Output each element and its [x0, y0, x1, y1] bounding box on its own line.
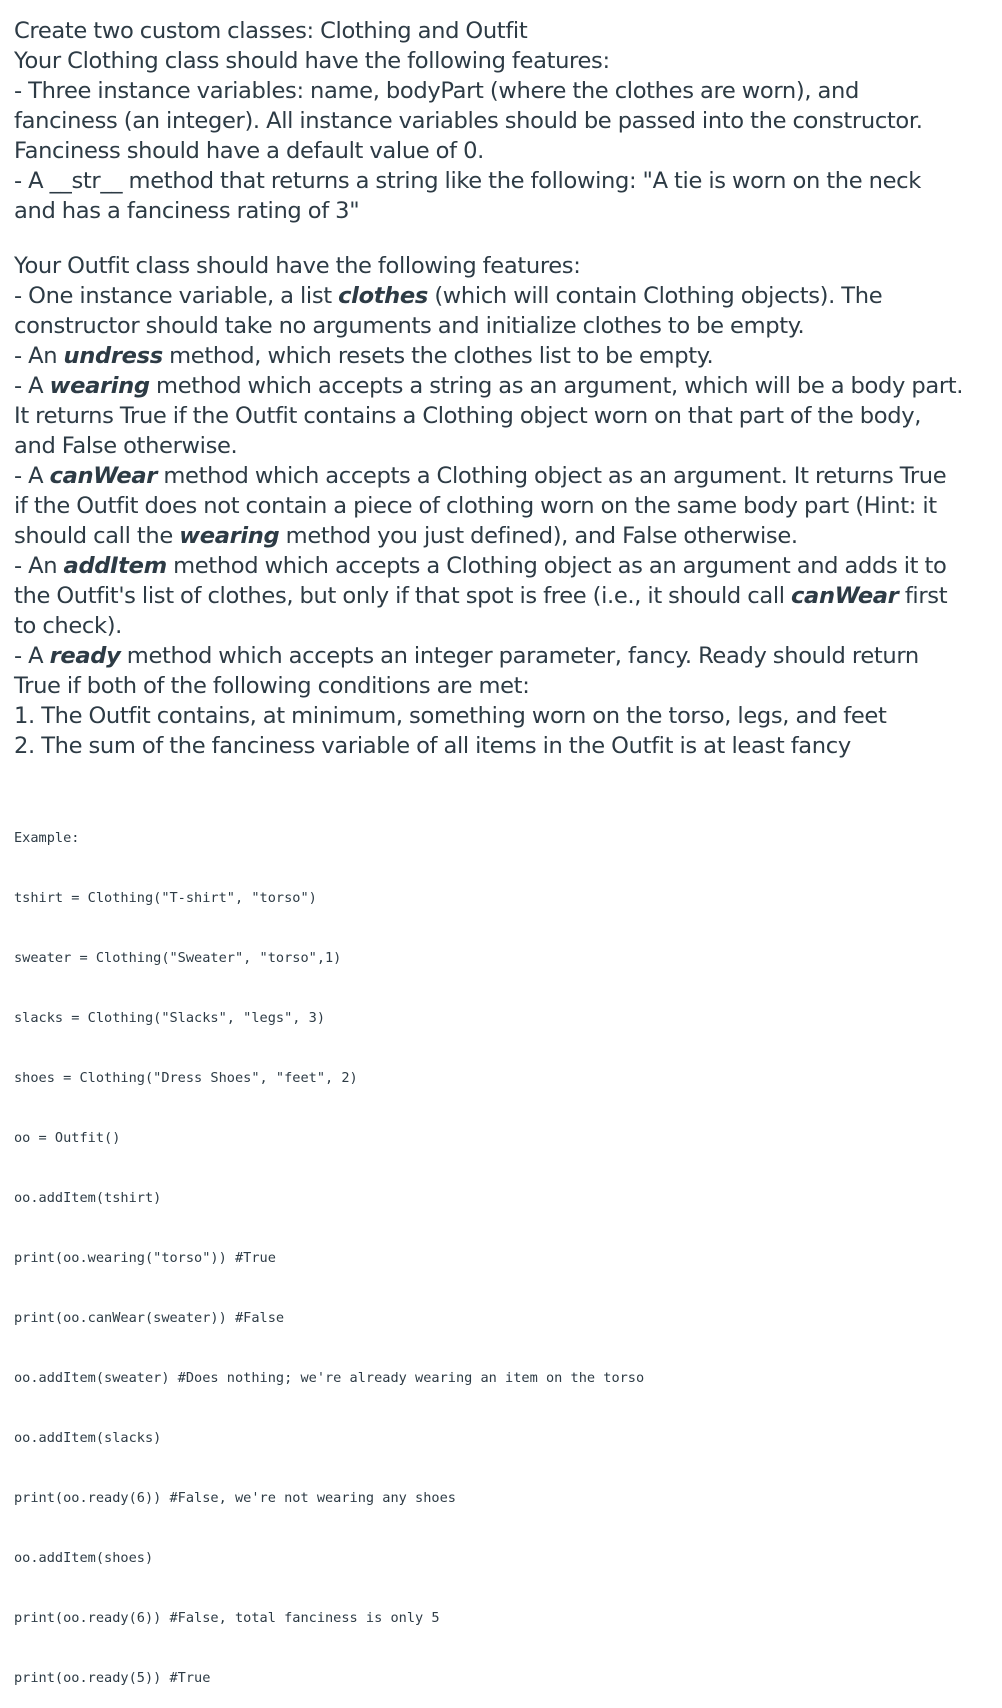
- additem-line-1: [14, 551, 989, 581]
- wearing-pre: - A: [14, 373, 50, 399]
- undress-keyword: undress: [63, 343, 163, 369]
- intro-line-1: Create two custom classes: Clothing and Outfit: [14, 18, 528, 44]
- code-line: Example:: [14, 830, 80, 846]
- wearing-line-2: It returns True if the Outfit contains a Clothing object worn on that part of the body,: [14, 403, 922, 429]
- undress-line: [14, 341, 989, 371]
- code-line: print(oo.ready(6)) #False, total fanciness is only 5: [14, 1610, 440, 1626]
- canwear-keyword: canWear: [49, 463, 158, 489]
- undress-post: method, which resets the clothes list to be empty.: [162, 343, 714, 369]
- wearing-post: method which accepts a string as an argument, which will be a body part.: [149, 373, 964, 399]
- clothes-keyword: clothes: [338, 283, 428, 309]
- canwear-pre: - A: [14, 463, 50, 489]
- additem-post: method which accepts a Clothing object as an argument and adds it to: [166, 553, 947, 579]
- intro-line-3: - Three instance variables: name, bodyPart (where the clothes are worn), and: [14, 78, 859, 104]
- code-line: oo.addItem(shoes): [14, 1550, 154, 1566]
- undress-pre: - An: [14, 343, 64, 369]
- additem-l2-pre: the Outfit's list of clothes, but only if that spot is free (i.e., it should call: [14, 583, 792, 609]
- code-line: slacks = Clothing("Slacks", "legs", 3): [14, 1010, 325, 1026]
- code-line: oo.addItem(sweater) #Does nothing; we're already wearing an item on the torso: [14, 1370, 645, 1386]
- canwear-line-1: [14, 461, 989, 491]
- additem-l2-post: first: [898, 583, 948, 609]
- ready-keyword: ready: [49, 643, 121, 669]
- code-line: sweater = Clothing("Sweater", "torso",1): [14, 950, 342, 966]
- assignment-description: [14, 16, 989, 761]
- additem-line-3: to check).: [14, 613, 123, 639]
- code-line: tshirt = Clothing("T-shirt", "torso"): [14, 890, 317, 906]
- clothes-line-2: constructor should take no arguments and initialize clothes to be empty.: [14, 313, 805, 339]
- canwear-post: method which accepts a Clothing object as an argument. It returns True: [157, 463, 947, 489]
- canwear-line-2: if the Outfit does not contain a piece of clothing worn on the same body part (Hint: it: [14, 493, 937, 519]
- example-code-block: [14, 788, 644, 1708]
- additem-keyword: addItem: [63, 553, 167, 579]
- intro-line-4: fanciness (an integer). All instance variables should be passed into the constructor.: [14, 108, 923, 134]
- additem-pre: - An: [14, 553, 64, 579]
- code-line: print(oo.ready(6)) #False, we're not wearing any shoes: [14, 1490, 456, 1506]
- ready-line-2: True if both of the following conditions are met:: [14, 673, 530, 699]
- code-line: oo.addItem(slacks): [14, 1430, 162, 1446]
- canwear-line-3: [14, 521, 989, 551]
- wearing-line-3: and False otherwise.: [14, 433, 238, 459]
- ready-line-1: [14, 641, 989, 671]
- ready-pre: - A: [14, 643, 50, 669]
- code-line: oo = Outfit(): [14, 1130, 121, 1146]
- wearing-keyword: wearing: [49, 373, 150, 399]
- code-line: print(oo.wearing("torso")) #True: [14, 1250, 276, 1266]
- intro-line-5: Fanciness should have a default value of 0.: [14, 138, 484, 164]
- code-line: oo.addItem(tshirt): [14, 1190, 162, 1206]
- code-line: shoes = Clothing("Dress Shoes", "feet", 2): [14, 1070, 358, 1086]
- clothes-pre: - One instance variable, a list: [14, 283, 339, 309]
- additem-canwear-keyword: canWear: [791, 583, 899, 609]
- wearing-line-1: [14, 371, 989, 401]
- canwear-wearing-keyword: wearing: [179, 523, 280, 549]
- code-line: print(oo.canWear(sweater)) #False: [14, 1310, 285, 1326]
- canwear-l3-pre: should call the: [14, 523, 180, 549]
- intro-line-7: and has a fanciness rating of 3": [14, 198, 360, 224]
- condition-2: 2. The sum of the fanciness variable of all items in the Outfit is at least fancy: [14, 733, 851, 759]
- ready-post: method which accepts an integer parameter, fancy. Ready should return: [120, 643, 919, 669]
- condition-1: 1. The Outfit contains, at minimum, something worn on the torso, legs, and feet: [14, 703, 887, 729]
- outfit-heading: Your Outfit class should have the following features:: [14, 253, 581, 279]
- paragraph-gap: [14, 226, 989, 251]
- clothes-post: (which will contain Clothing objects). The: [428, 283, 883, 309]
- canwear-l3-post: method you just defined), and False otherwise.: [279, 523, 798, 549]
- intro-line-6: - A __str__ method that returns a string like the following: "A tie is worn on the neck: [14, 168, 921, 194]
- code-line: print(oo.ready(5)) #True: [14, 1670, 211, 1686]
- intro-line-2: Your Clothing class should have the following features:: [14, 48, 610, 74]
- clothes-line-1: [14, 281, 989, 311]
- additem-line-2: [14, 581, 989, 611]
